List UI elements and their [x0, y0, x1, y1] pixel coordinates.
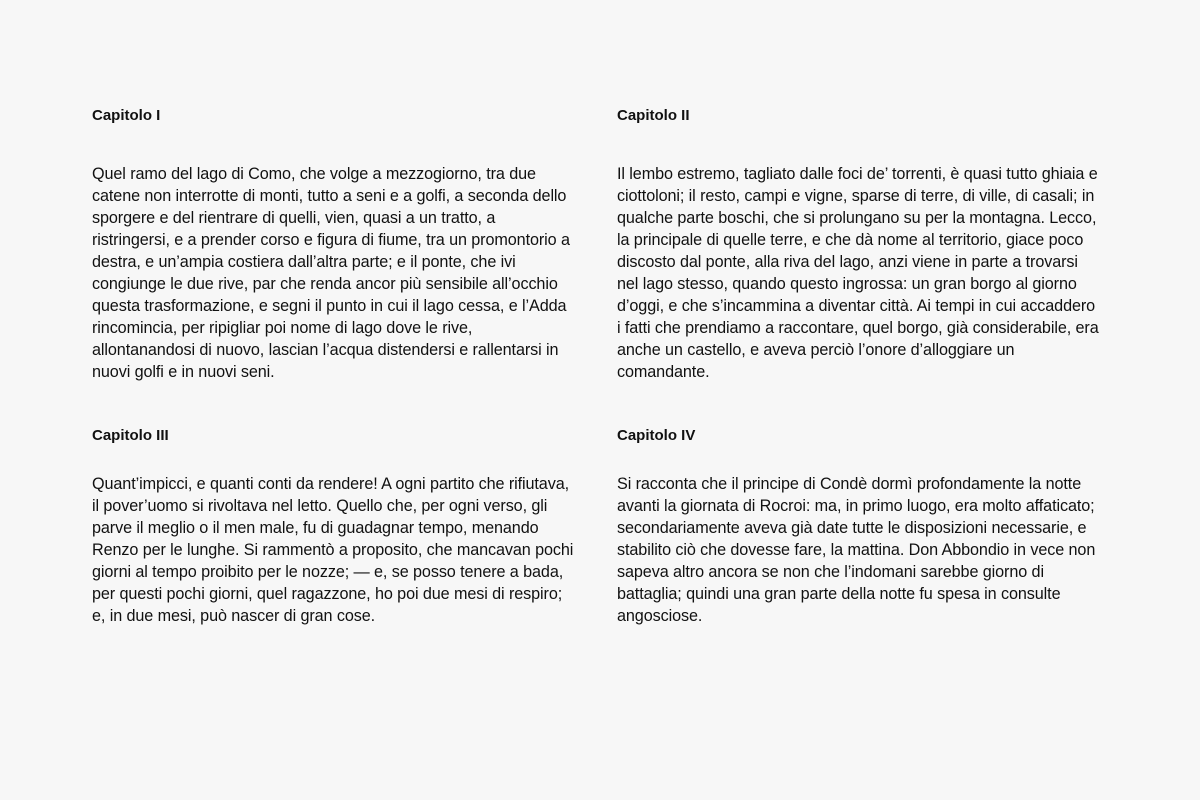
- chapter-title: Capitolo IV: [617, 427, 696, 444]
- chapter-1: [92, 106, 576, 383]
- chapter-4: [617, 426, 1101, 627]
- chapter-text: Quant’impicci, e quanti conti da rendere! A ogni partito che rifiutava, il pover’uomo si rivoltava nel letto. Quello che, per ogni verso, gli parve il meglio o il men male, fu di guadagnar tempo, menando Renzo per le lunghe. Si rammentò a proposito, che mancavan pochi giorni al tempo proibito per le nozze; — e, se posso tenere a bada, per questi pochi giorni, quel ragazzone, ho poi due mesi di respiro; e, in due mesi, può nascer di gran cose.: [92, 475, 574, 625]
- chapter-title: Capitolo III: [92, 427, 169, 444]
- chapter-3: [92, 426, 576, 627]
- chapter-2: [617, 106, 1101, 383]
- chapter-text: Il lembo estremo, tagliato dalle foci de’ torrenti, è quasi tutto ghiaia e ciottoloni; il resto, campi e vigne, sparse di terre, di ville, di casali; in qualche parte boschi, che si prolungano su per la montagna. Lecco, la principale di quelle terre, e che dà nome al territorio, giace poco discosto dal ponte, alla riva del lago, anzi viene in parte a trovarsi nel lago stesso, quando questo ingrossa: un gran borgo al giorno d’oggi, e che s’incammina a diventar città. Ai tempi in cui accaddero i fatti che prendiamo a raccontare, quel borgo, già considerabile, era anche un castello, e aveva perciò l’onore d’alloggiare un comandante.: [617, 165, 1099, 381]
- chapter-text: Si racconta che il principe di Condè dormì profondamente la notte avanti la giornata di Rocroi: ma, in primo luogo, era molto affaticato; secondariamente aveva già date tutte le disposizioni necessarie, e stabilito ciò che dovesse fare, la mattina. Don Abbondio in vece non sapeva altro ancora se non che l’indomani sarebbe giorno di battaglia; quindi una gran parte della notte fu spesa in consulte angosciose.: [617, 475, 1096, 625]
- chapter-title: Capitolo I: [92, 107, 161, 124]
- chapter-text: Quel ramo del lago di Como, che volge a mezzogiorno, tra due catene non interrotte di monti, tutto a seni e a golfi, a seconda dello sporgere e del rientrare di quelli, vien, quasi a un tratto, a ristringersi, e a prender corso e figura di fiume, tra un promontorio a destra, e un’ampia costiera dall’altra parte; e il ponte, che ivi congiunge le due rive, par che renda ancor più sensibile all’occhio questa trasformazione, e segni il punto in cui il lago cessa, e l’Adda rincomincia, per ripigliar poi nome di lago dove le rive, allontanandosi di nuovo, lascian l’acqua distendersi e rallentarsi in nuovi golfi e in nuovi seni.: [92, 165, 570, 381]
- chapter-title: Capitolo II: [617, 107, 690, 124]
